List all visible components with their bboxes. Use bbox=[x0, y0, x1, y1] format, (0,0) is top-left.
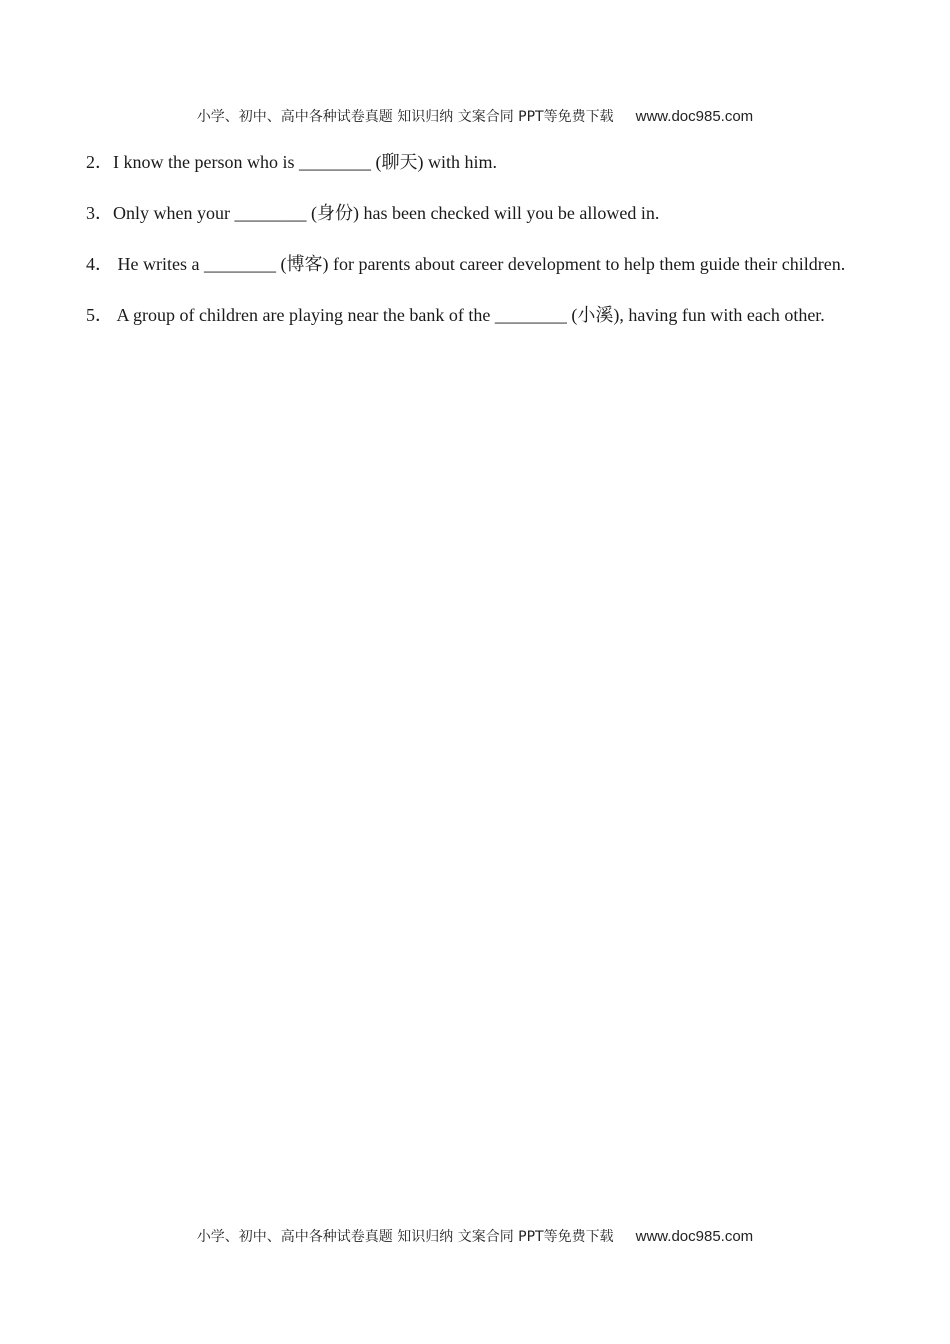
question-number: 5． bbox=[86, 305, 113, 325]
question-text: Only when your ________ (身份) has been checked will you be allowed in. bbox=[113, 203, 660, 223]
footer-site-link[interactable]: www.doc985.com bbox=[635, 1228, 754, 1245]
question-4 bbox=[86, 248, 864, 281]
question-2 bbox=[86, 146, 864, 179]
question-number: 4． bbox=[86, 254, 113, 274]
footer-text: 小学、初中、高中各种试卷真题 知识归纳 文案合同 PPT等免费下载 bbox=[196, 1229, 614, 1245]
header-text: 小学、初中、高中各种试卷真题 知识归纳 文案合同 PPT等免费下载 bbox=[196, 109, 614, 125]
question-text: I know the person who is ________ (聊天) with him. bbox=[113, 152, 497, 172]
question-3 bbox=[86, 197, 864, 230]
header-site-link[interactable]: www.doc985.com bbox=[635, 108, 754, 125]
question-5 bbox=[86, 299, 864, 332]
question-number: 2． bbox=[86, 152, 113, 172]
question-number: 3． bbox=[86, 203, 113, 223]
page-header bbox=[0, 106, 950, 126]
question-text: A group of children are playing near the bank of the ________ (小溪), having fun with each other. bbox=[113, 305, 825, 325]
page-footer bbox=[0, 1226, 950, 1246]
question-list bbox=[86, 146, 864, 350]
question-text: He writes a ________ (博客) for parents about career development to help them guide their children. bbox=[113, 254, 846, 274]
